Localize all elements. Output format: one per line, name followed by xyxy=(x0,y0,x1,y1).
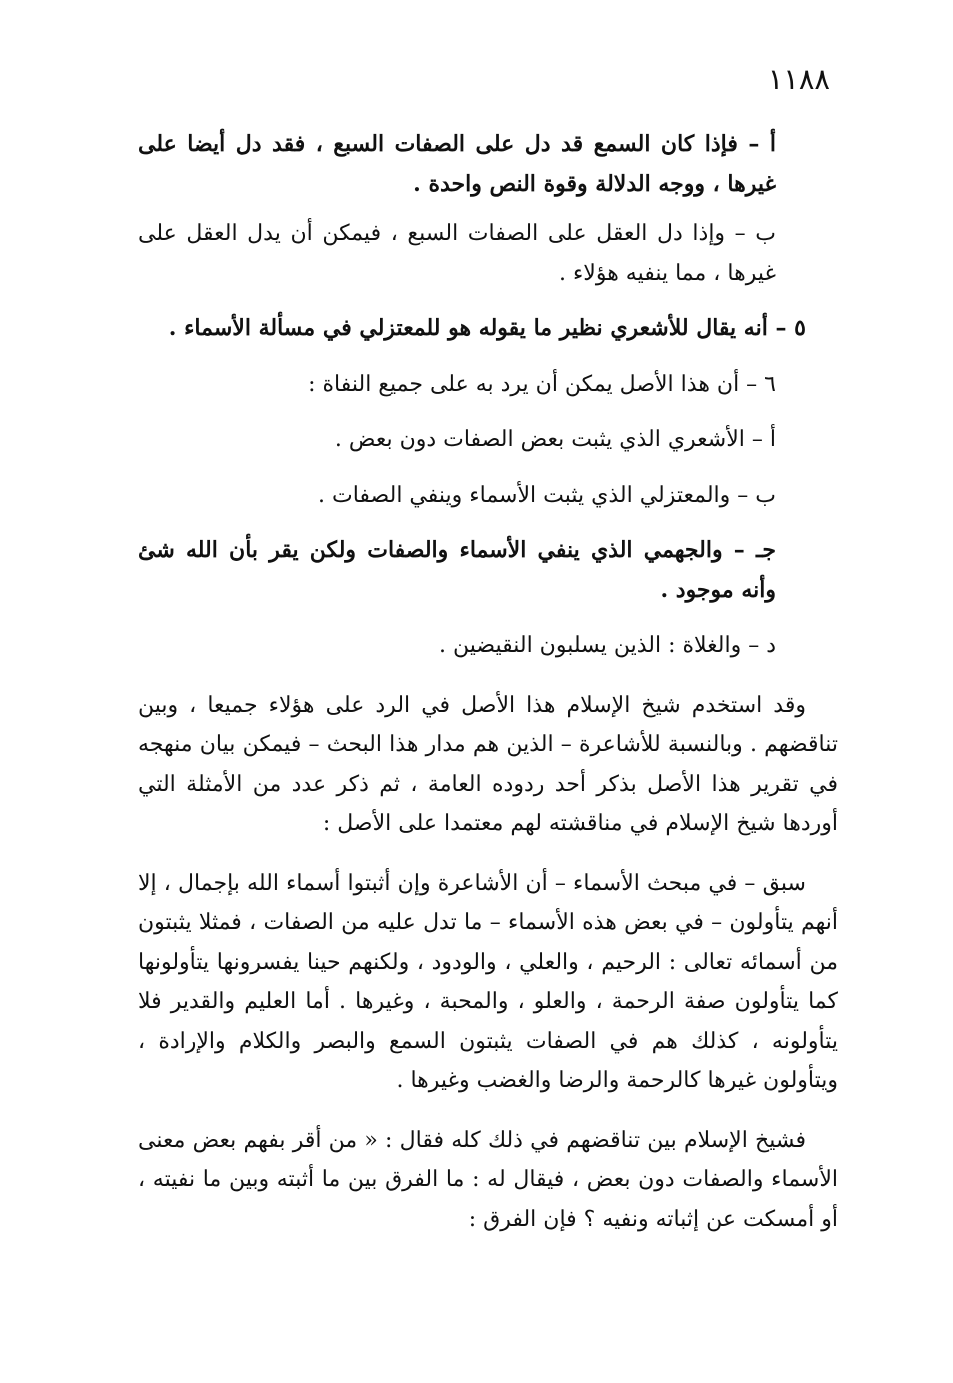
paragraph-asma: سبق – في مبحث الأسماء – أن الأشاعرة وإن أثبتوا أسماء الله بإجمال ، إلا أنهم يتأولون – في بعض هذه الأسماء – ما تدل عليه من الصفات ، فمثلا يثبتون من أسمائه تعالى : الرحيم ، والعلي ، والودود ، ولكنهم حينا يفسرونها يتأولونها كما يتأولون صفة الرحمة ، والعلو ، والمحبة ، وغيرها . أما العليم والقدير فلا يتأولونه ، كذلك هم في الصفات يثبتون السمع والبصر والكلام والإرادة ، ويتأولون غيرها كالرحمة والرضا والغضب وغيرها . xyxy=(138,870,838,1093)
paragraph-mutazili: ب – والمعتزلي الذي يثبت الأسماء وينفي الصفات . xyxy=(318,482,776,508)
paragraph-point-6: ٦ – أن هذا الأصل يمكن أن يرد به على جميع النفاة : xyxy=(308,371,776,397)
paragraph-jahmi: جـ – والجهمي الذي ينفي الأسماء والصفات ولكن يقر بأن الله شئ وأنه موجود . xyxy=(138,537,776,603)
paragraph-method: وقد استخدم شيخ الإسلام هذا الأصل في الرد على هؤلاء جميعا ، وبين تناقضهم . وبالنسبة للأشاعرة – الذين هم مدار هذا البحث – فيمكن بيان منهجه في تقرير هذا الأصل بذكر أحد ردوده العامة ، ثم ذكر عدد من الأمثلة التي أوردها شيخ الإسلام في مناقشته لهم معتمدا على الأصل : xyxy=(138,692,838,836)
paragraph-a-sam: أ – فإذا كان السمع قد دل على الصفات السبع ، فقد دل أيضا على غيرها ، ووجه الدلالة وقوة النص واحدة . xyxy=(138,131,776,197)
paragraph-ghulat: د – والغلاة : الذين يسلبون النقيضين . xyxy=(439,633,776,658)
paragraph-quote: فشيخ الإسلام بين تناقضهم في ذلك كله فقال : « من أقر بفهم بعض معنى الأسماء والصفات دون بعض ، فيقال له : ما الفرق بين ما أثبته وبين ما نفيته ، أو أمسكت عن إثباته ونفيه ؟ فإن الفرق : xyxy=(138,1127,838,1232)
paragraph-ashari: أ – الأشعري الذي يثبت بعض الصفات دون بعض . xyxy=(334,427,776,452)
page-number: ١١٨٨ xyxy=(767,62,830,96)
paragraph-point-5: ٥ – أنه يقال للأشعري نظير ما يقوله هو للمعتزلي في مسألة الأسماء . xyxy=(168,315,806,341)
body-text xyxy=(138,125,838,1239)
paragraph-b-aql: ب – وإذا دل العقل على الصفات السبع ، فيمكن أن يدل العقل على غيرها ، مما ينفيه هؤلاء . xyxy=(138,221,776,286)
